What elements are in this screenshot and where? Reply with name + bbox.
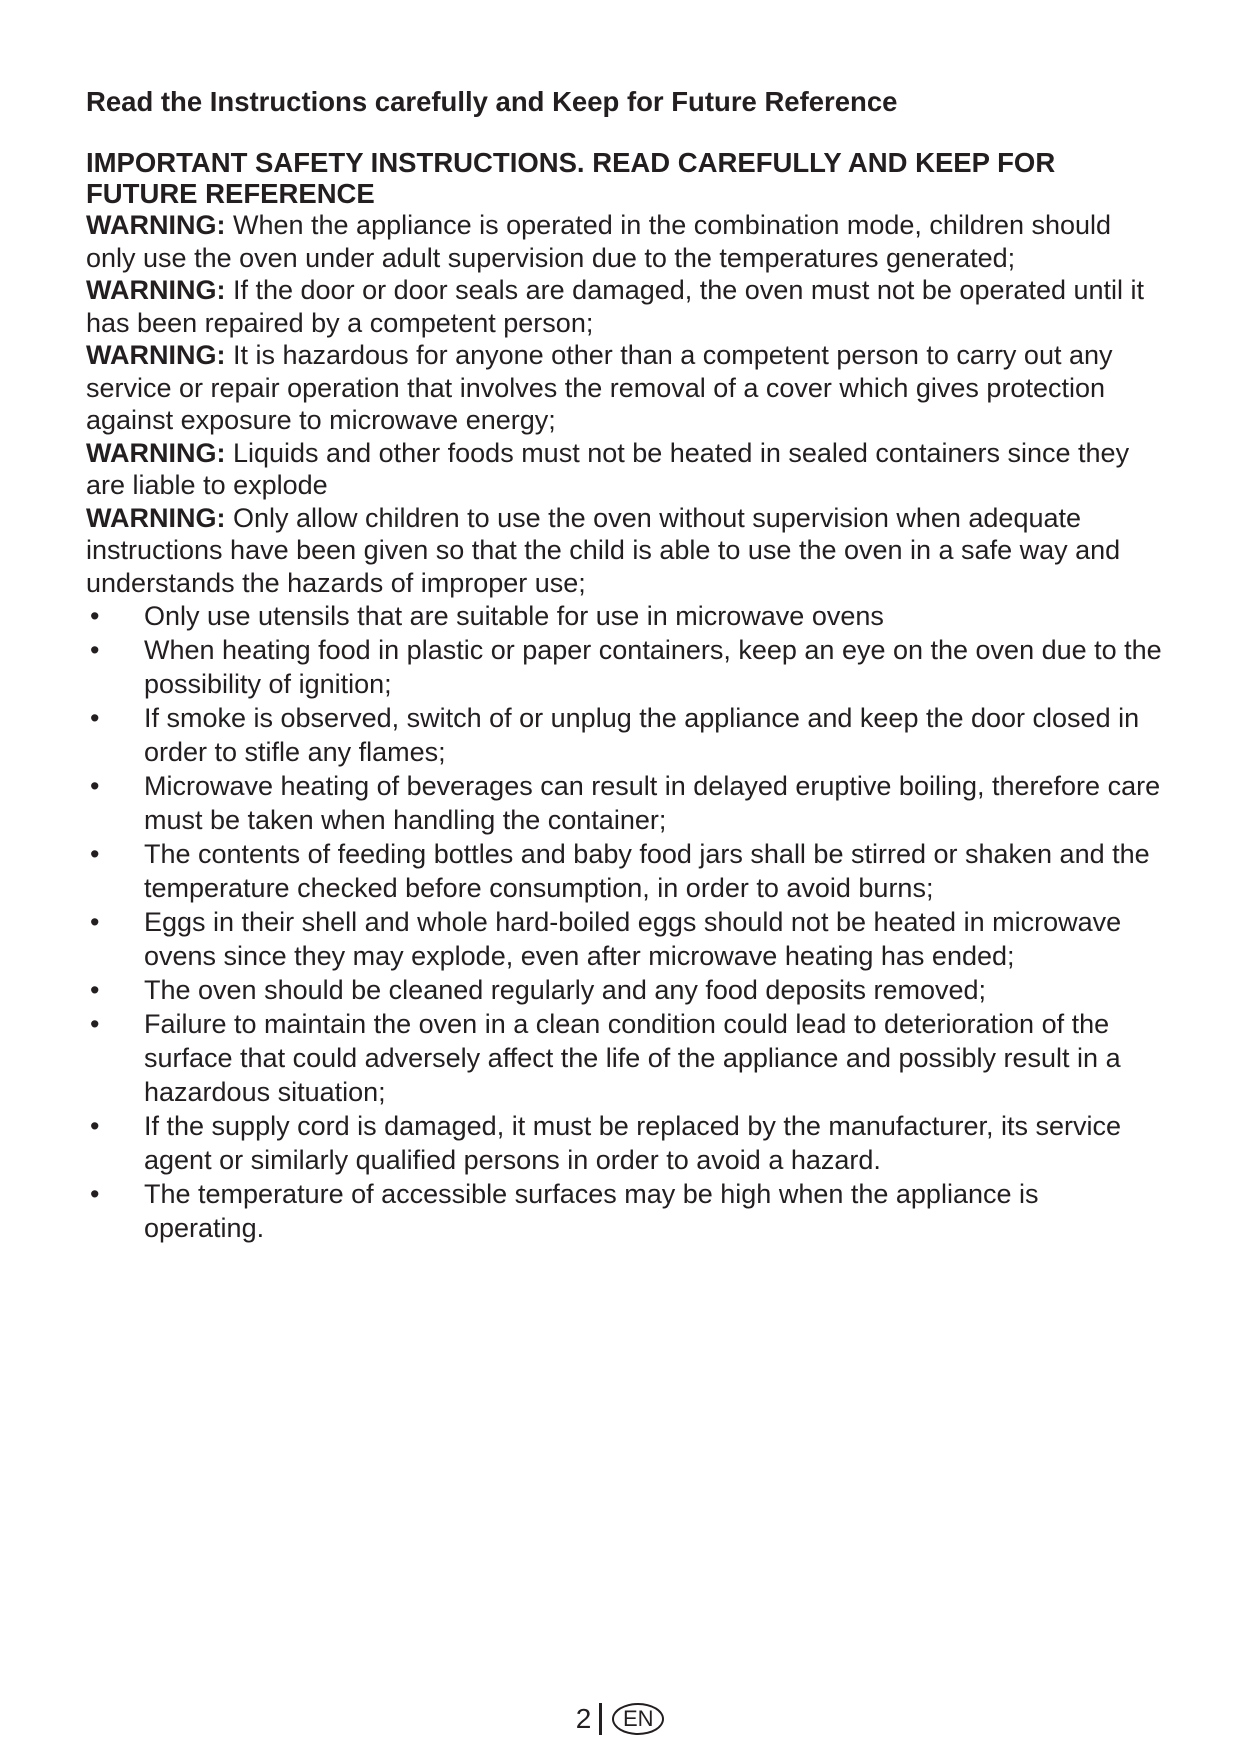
list-item-text: The temperature of accessible surfaces may be high when the appliance is operating. bbox=[144, 1179, 1039, 1243]
warning-label: WARNING: bbox=[86, 275, 226, 305]
footer-divider bbox=[599, 1703, 602, 1735]
list-item-text: The oven should be cleaned regularly and any food deposits removed; bbox=[144, 975, 987, 1005]
list-item-text: Microwave heating of beverages can result in delayed eruptive boiling, therefore care must be taken when handling the container; bbox=[144, 771, 1161, 835]
list-item bbox=[86, 837, 1166, 905]
warning-paragraph bbox=[86, 339, 1166, 437]
list-item bbox=[86, 1007, 1166, 1109]
warning-text: It is hazardous for anyone other than a competent person to carry out any service or repair operation that involves the removal of a cover which gives protection against exposure to microwave energy; bbox=[86, 340, 1113, 435]
bullet-icon: • bbox=[90, 771, 100, 801]
warnings-block bbox=[86, 209, 1166, 599]
list-item-text: Failure to maintain the oven in a clean condition could lead to deterioration of the surface that could adversely affect the life of the appliance and possibly result in a hazardous situation; bbox=[144, 1009, 1121, 1107]
language-badge: EN bbox=[612, 1703, 664, 1735]
document-page bbox=[86, 84, 1166, 1245]
page-footer bbox=[0, 1700, 1240, 1736]
document-title: Read the Instructions carefully and Keep for Future Reference bbox=[86, 86, 898, 117]
bullet-icon: • bbox=[90, 907, 100, 937]
warning-label: WARNING: bbox=[86, 502, 226, 533]
list-item bbox=[86, 1177, 1166, 1245]
list-item bbox=[86, 973, 1166, 1007]
warning-text: When the appliance is operated in the combination mode, children should only use the oven under adult supervision due to the temperatures generated; bbox=[86, 210, 1112, 273]
warning-label: WARNING: bbox=[86, 340, 226, 370]
list-item bbox=[86, 905, 1166, 973]
warning-text: Liquids and other foods must not be heated in sealed containers since they are liable to explode bbox=[86, 437, 1130, 500]
bullet-icon: • bbox=[90, 975, 100, 1005]
warning-text: Only allow children to use the oven without supervision when adequate instructions have been given so that the child is able to use the oven in a safe way and understands the hazards of improper use; bbox=[86, 502, 1121, 598]
list-item-text: If smoke is observed, switch of or unplug the appliance and keep the door closed in order to stifle any flames; bbox=[144, 703, 1140, 767]
page-number: 2 bbox=[575, 1702, 592, 1734]
list-item bbox=[86, 633, 1166, 701]
list-item bbox=[86, 599, 1166, 633]
warning-text: If the door or door seals are damaged, the oven must not be operated until it has been repaired by a competent person; bbox=[86, 275, 1145, 338]
warning-label: WARNING: bbox=[86, 437, 226, 468]
warning-paragraph bbox=[86, 274, 1166, 339]
safety-bullet-list bbox=[86, 599, 1166, 1245]
bullet-icon: • bbox=[90, 703, 100, 733]
list-item bbox=[86, 1109, 1166, 1177]
list-item-text: Only use utensils that are suitable for use in microwave ovens bbox=[144, 601, 884, 631]
list-item bbox=[86, 701, 1166, 769]
bullet-icon: • bbox=[90, 1179, 100, 1209]
list-item-text: The contents of feeding bottles and baby food jars shall be stirred or shaken and the temperature checked before consumption, in order to avoid burns; bbox=[144, 839, 1150, 903]
bullet-icon: • bbox=[90, 1111, 100, 1141]
bullet-icon: • bbox=[90, 635, 100, 665]
warning-label: WARNING: bbox=[86, 210, 226, 240]
bullet-icon: • bbox=[90, 1009, 100, 1039]
warning-paragraph bbox=[86, 437, 1166, 502]
list-item bbox=[86, 769, 1166, 837]
bullet-icon: • bbox=[90, 839, 100, 869]
warning-paragraph bbox=[86, 209, 1166, 274]
section-heading: IMPORTANT SAFETY INSTRUCTIONS. READ CAREFULLY AND KEEP FOR FUTURE REFERENCE bbox=[86, 147, 1056, 209]
list-item-text: If the supply cord is damaged, it must be replaced by the manufacturer, its service agent or similarly qualified persons in order to avoid a hazard. bbox=[144, 1111, 1121, 1175]
list-item-text: When heating food in plastic or paper containers, keep an eye on the oven due to the possibility of ignition; bbox=[144, 635, 1162, 699]
warning-paragraph bbox=[86, 502, 1166, 600]
bullet-icon: • bbox=[90, 601, 100, 631]
list-item-text: Eggs in their shell and whole hard-boiled eggs should not be heated in microwave ovens since they may explode, even after microwave heating has ended; bbox=[144, 907, 1122, 971]
